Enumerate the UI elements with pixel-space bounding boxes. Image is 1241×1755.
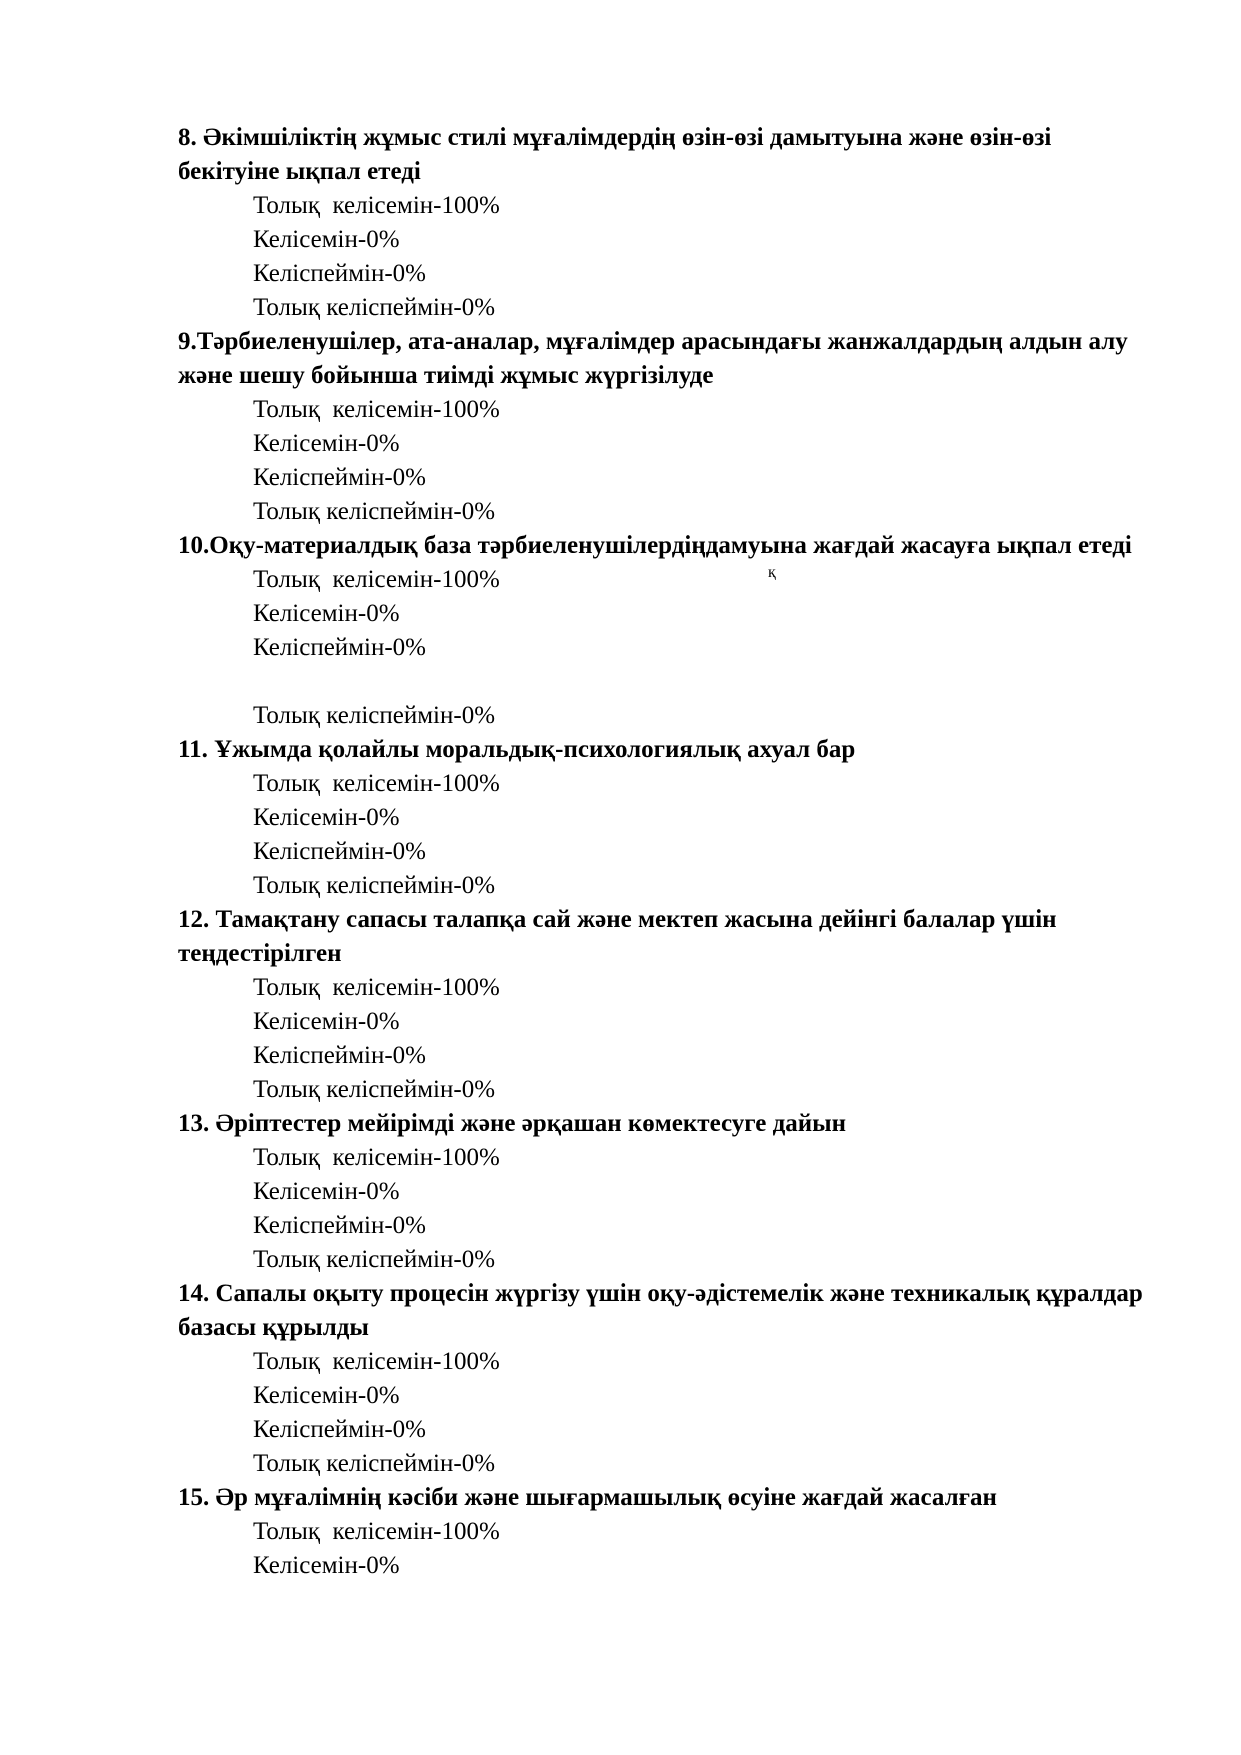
answer-option: Келісемін-0%	[253, 226, 400, 253]
answer-option: Толық келісемін-100%	[253, 566, 500, 593]
answer-option: Толық келісемін-100%	[253, 192, 500, 219]
answer-option: Келісемін-0%	[253, 430, 400, 457]
answer-option: Келісемін-0%	[253, 1008, 400, 1035]
question-title: 14. Сапалы оқыту процесін жүргізу үшін оқу-әдістемелік және техникалық құралдар базасы құрылды	[178, 1280, 1143, 1341]
answer-option: Келісемін-0%	[253, 1552, 400, 1579]
answer-option: Толық келіспеймін-0%	[253, 1246, 496, 1273]
answer-option: Келіспеймін-0%	[253, 1042, 426, 1069]
question-title: 15. Әр мұғалімнің кәсіби және шығармашылық өсуіне жағдай жасалған	[178, 1484, 997, 1511]
answer-option: Келіспеймін-0%	[253, 260, 426, 287]
answer-option: Келіспеймін-0%	[253, 1416, 426, 1443]
question-title: 11. Ұжымда қолайлы моральдық-психологиялық ахуал бар	[178, 736, 856, 763]
answer-option: Толық келіспеймін-0%	[253, 872, 496, 899]
question-9	[178, 325, 1158, 529]
question-12	[178, 903, 1158, 1107]
answer-option: Келісемін-0%	[253, 804, 400, 831]
answer-options	[178, 767, 1158, 903]
answer-option: Толық келісемін-100%	[253, 1348, 500, 1375]
answer-options	[178, 1141, 1158, 1277]
answer-option: Толық келіспеймін-0%	[253, 702, 496, 729]
question-title: 10.Оқу-материалдық база тәрбиеленушілердіңдамуына жағдай жасауға ықпал етеді	[178, 532, 1132, 559]
answer-options	[178, 563, 1158, 733]
question-title: 8. Әкімшіліктің жұмыс стилі мұғалімдердің өзін-өзі дамытуына және өзін-өзі бекітуіне ықпал етеді	[178, 124, 1052, 185]
document-page	[178, 121, 1158, 1583]
question-15	[178, 1481, 1158, 1583]
answer-option: Толық келіспеймін-0%	[253, 498, 496, 525]
answer-option: Келіспеймін-0%	[253, 634, 426, 661]
answer-option: Толық келісемін-100%	[253, 1144, 500, 1171]
answer-options	[178, 1345, 1158, 1481]
answer-option: Толық келісемін-100%	[253, 1518, 500, 1545]
answer-option: Толық келіспеймін-0%	[253, 1450, 496, 1477]
answer-option: Келісемін-0%	[253, 1178, 400, 1205]
answer-options	[178, 1515, 1158, 1583]
answer-option: Толық келісемін-100%	[253, 974, 500, 1001]
answer-option: Толық келісемін-100%	[253, 770, 500, 797]
question-title: 12. Тамақтану сапасы талапқа сай және мектеп жасына дейінгі балалар үшін теңдестірілген	[178, 906, 1057, 967]
answer-options	[178, 189, 1158, 325]
answer-options	[178, 971, 1158, 1107]
stray-character: қ	[768, 564, 776, 581]
question-14	[178, 1277, 1158, 1481]
answer-option: Келісемін-0%	[253, 600, 400, 627]
answer-option: Келіспеймін-0%	[253, 838, 426, 865]
answer-option: Келісемін-0%	[253, 1382, 400, 1409]
answer-option: Келіспеймін-0%	[253, 1212, 426, 1239]
question-13	[178, 1107, 1158, 1277]
answer-option: Толық келіспеймін-0%	[253, 1076, 496, 1103]
blank-line	[178, 665, 1158, 699]
question-10	[178, 529, 1158, 733]
answer-option: Толық келісемін-100%	[253, 396, 500, 423]
question-11	[178, 733, 1158, 903]
question-8	[178, 121, 1158, 325]
answer-options	[178, 393, 1158, 529]
answer-option: Толық келіспеймін-0%	[253, 294, 496, 321]
question-title: 9.Тәрбиеленушілер, ата-аналар, мұғалімдер арасындағы жанжалдардың алдын алу және шешу бойынша тиімді жұмыс жүргізілуде	[178, 328, 1128, 389]
question-title: 13. Әріптестер мейірімді және әрқашан көмектесуге дайын	[178, 1110, 847, 1137]
answer-option: Келіспеймін-0%	[253, 464, 426, 491]
